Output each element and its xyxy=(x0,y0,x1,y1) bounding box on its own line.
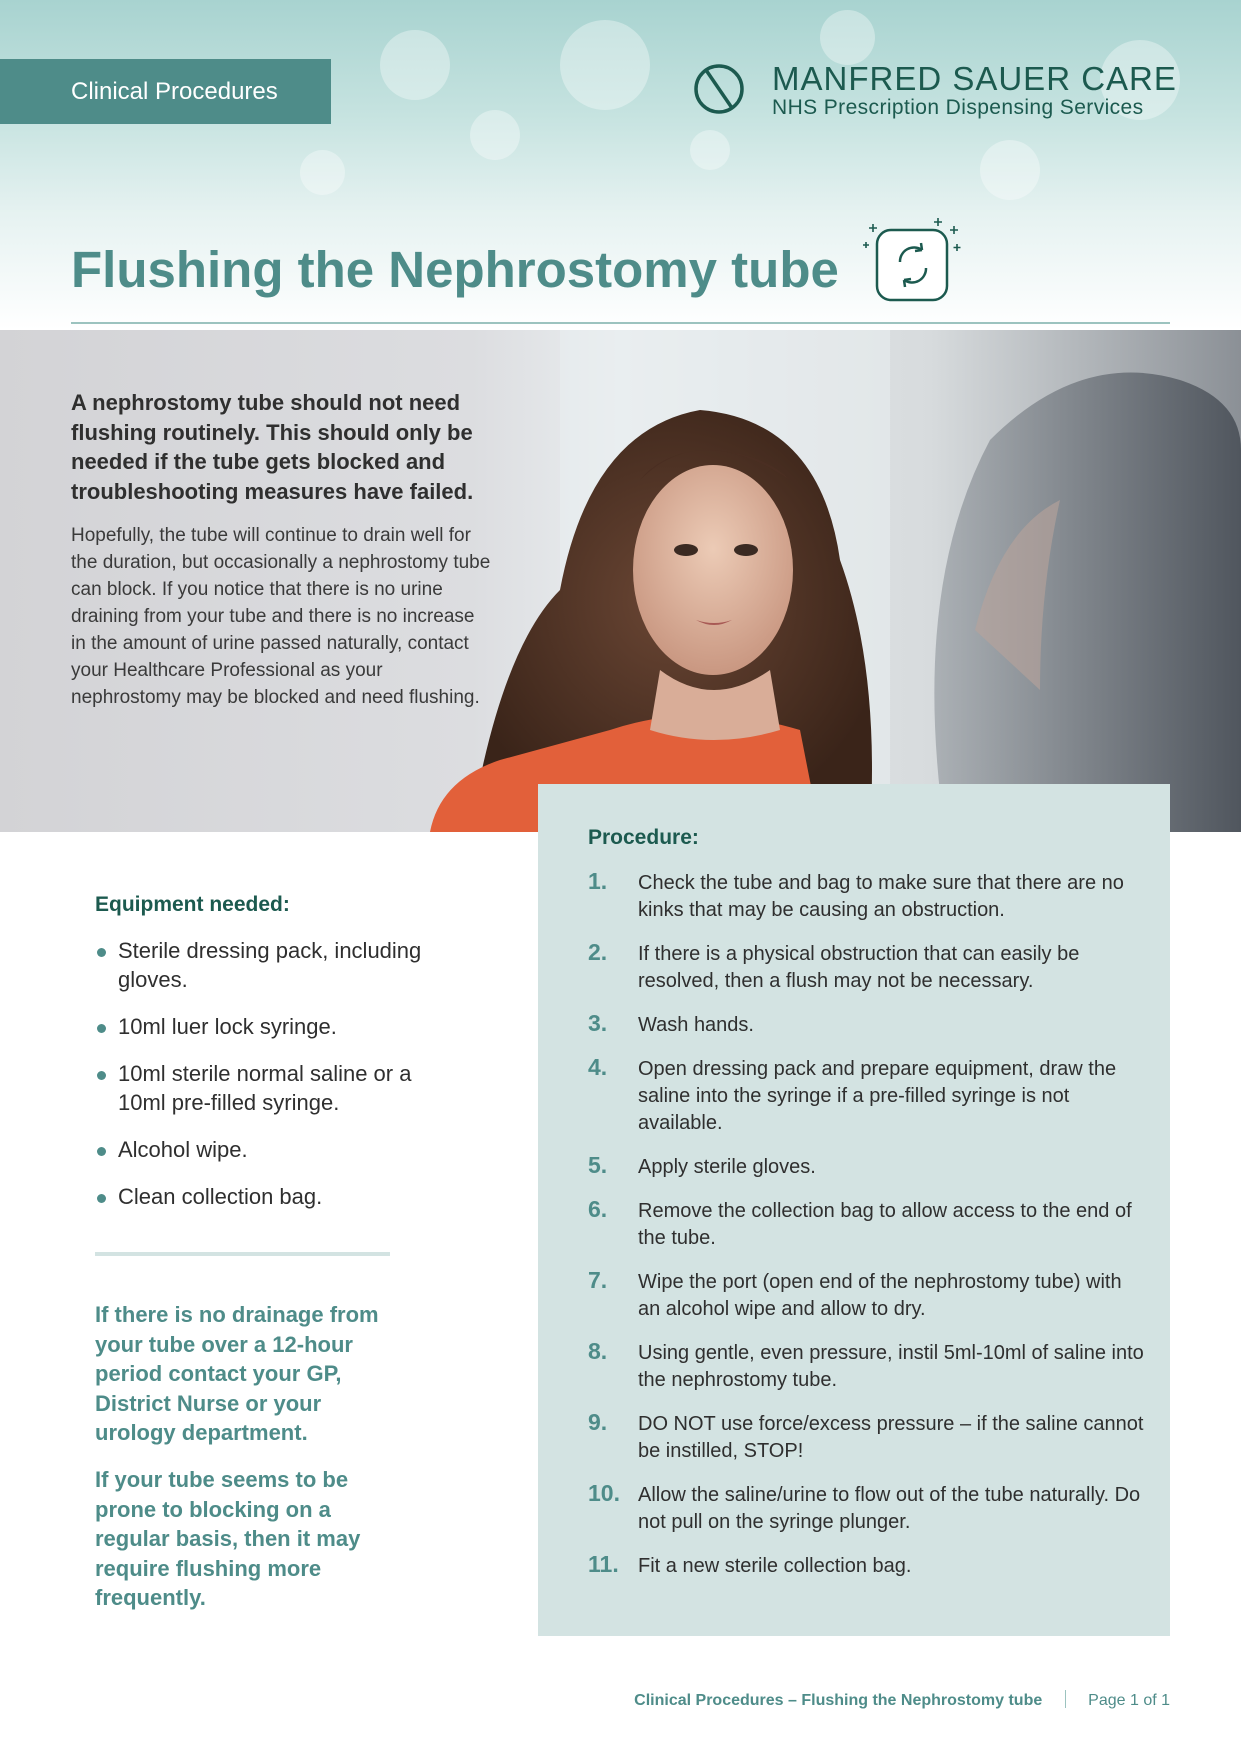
procedure-step xyxy=(588,1012,1148,1039)
list-item xyxy=(95,936,425,994)
bullet-icon xyxy=(97,1071,106,1080)
step-number: 3. xyxy=(588,1010,608,1036)
procedure-step xyxy=(588,1482,1148,1536)
step-number: 6. xyxy=(588,1196,608,1222)
list-item xyxy=(95,1059,425,1117)
procedure-step xyxy=(588,1154,1148,1181)
step-number: 10. xyxy=(588,1480,620,1506)
procedure-step xyxy=(588,1411,1148,1465)
bullet-icon xyxy=(97,1147,106,1156)
footer-doc-title: Clinical Procedures – Flushing the Nephrostomy tube xyxy=(634,1692,1043,1709)
brand-logo xyxy=(692,60,1177,124)
equipment-heading: Equipment needed: xyxy=(95,893,290,916)
procedure-step xyxy=(588,1553,1148,1580)
step-number: 7. xyxy=(588,1267,608,1293)
step-text: Fit a new sterile collection bag. xyxy=(638,1555,912,1577)
procedure-step xyxy=(588,1198,1148,1252)
step-number: 2. xyxy=(588,939,608,965)
step-text: DO NOT use force/excess pressure – if the saline cannot be instilled, STOP! xyxy=(638,1413,1144,1462)
list-item xyxy=(95,1135,425,1164)
list-item xyxy=(95,1012,425,1041)
bullet-icon xyxy=(97,1024,106,1033)
title-divider xyxy=(71,322,1170,324)
step-text: Open dressing pack and prepare equipment, draw the saline into the syringe if a pre-filled syringe is not available. xyxy=(638,1058,1117,1134)
list-item xyxy=(95,1182,425,1211)
step-number: 8. xyxy=(588,1338,608,1364)
brand-name: MANFRED SAUER CARE xyxy=(772,60,1177,97)
procedure-step xyxy=(588,1269,1148,1323)
step-number: 9. xyxy=(588,1409,608,1435)
step-number: 4. xyxy=(588,1054,608,1080)
step-text: Allow the saline/urine to flow out of the tube naturally. Do not pull on the syringe plunger. xyxy=(638,1484,1141,1533)
step-text: Wipe the port (open end of the nephrostomy tube) with an alcohol wipe and allow to dry. xyxy=(638,1271,1122,1320)
flush-refresh-icon xyxy=(860,212,965,302)
drainage-callout: If there is no drainage from your tube over a 12-hour period contact your GP, District Nurse or your urology department. xyxy=(95,1302,379,1445)
step-text: Check the tube and bag to make sure that there are no kinks that may be causing an obstruction. xyxy=(638,872,1124,921)
intro-lead: A nephrostomy tube should not need flushing routinely. This should only be needed if the tube gets blocked and troubleshooting measures have failed. xyxy=(71,390,474,504)
procedure-heading: Procedure: xyxy=(588,826,699,849)
step-number: 11. xyxy=(588,1551,619,1577)
footer-separator xyxy=(1065,1690,1066,1708)
equipment-item-label: 10ml sterile normal saline or a 10ml pre-filled syringe. xyxy=(118,1061,412,1115)
brand-subtitle: NHS Prescription Dispensing Services xyxy=(772,96,1144,119)
step-text: If there is a physical obstruction that can easily be resolved, then a flush may not be necessary. xyxy=(638,943,1080,992)
section-divider xyxy=(95,1252,390,1256)
step-number: 5. xyxy=(588,1152,608,1178)
procedure-step xyxy=(588,941,1148,995)
procedure-steps xyxy=(588,870,1148,1597)
intro-body: Hopefully, the tube will continue to drain well for the duration, but occasionally a nephrostomy tube can block. If you notice that there is no urine draining from your tube and there is no increase in the amount of urine passed naturally, contact your Healthcare Professional as your nephrostomy may be blocked and need flushing. xyxy=(71,525,491,708)
step-text: Remove the collection bag to allow access to the end of the tube. xyxy=(638,1200,1132,1249)
procedure-step xyxy=(588,1340,1148,1394)
equipment-item-label: Alcohol wipe. xyxy=(118,1137,248,1162)
equipment-item-label: 10ml luer lock syringe. xyxy=(118,1014,337,1039)
equipment-item-label: Sterile dressing pack, including gloves. xyxy=(118,938,422,992)
section-tab: Clinical Procedures xyxy=(0,59,331,124)
step-number: 1. xyxy=(588,868,608,894)
equipment-item-label: Clean collection bag. xyxy=(118,1184,323,1209)
bullet-icon xyxy=(97,948,106,957)
page-number: Page 1 of 1 xyxy=(1088,1692,1170,1709)
blocking-callout: If your tube seems to be prone to blocking on a regular basis, then it may require flushing more frequently. xyxy=(95,1467,361,1610)
page-footer xyxy=(634,1690,1170,1710)
step-text: Wash hands. xyxy=(638,1014,754,1036)
step-text: Apply sterile gloves. xyxy=(638,1156,816,1178)
step-text: Using gentle, even pressure, instil 5ml-10ml of saline into the nephrostomy tube. xyxy=(638,1342,1144,1391)
procedure-step xyxy=(588,1056,1148,1137)
page-title: Flushing the Nephrostomy tube xyxy=(71,241,839,298)
bullet-icon xyxy=(97,1194,106,1203)
brand-logo-icon xyxy=(692,62,746,116)
equipment-list xyxy=(95,936,425,1229)
procedure-step xyxy=(588,870,1148,924)
